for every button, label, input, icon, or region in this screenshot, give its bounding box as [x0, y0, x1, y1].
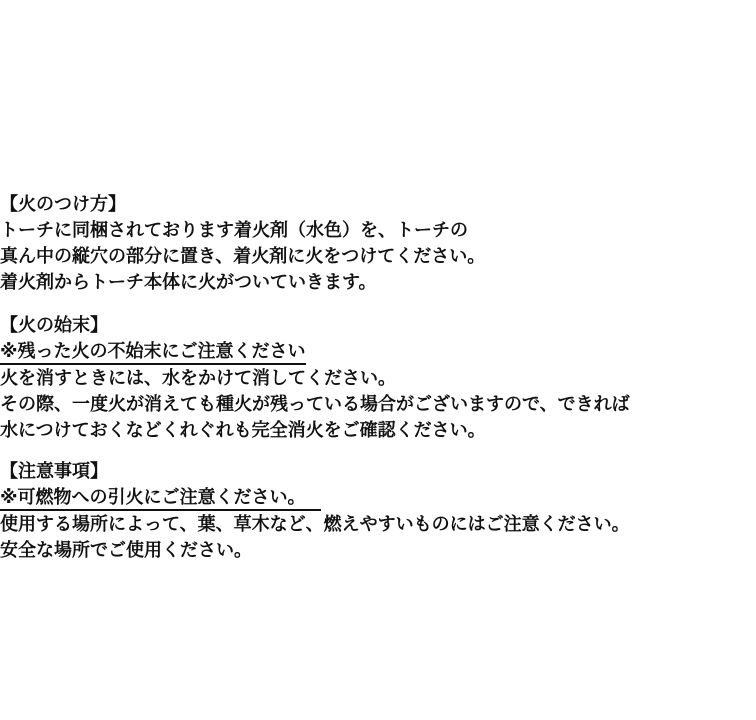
section-heading: 【火の始末】	[0, 315, 108, 335]
body-line: 着火剤からトーチ本体に火がついていきます。	[0, 272, 377, 292]
body-line: その際、一度火が消えても種火が残っている場合がございますので、できれば	[0, 394, 630, 414]
section-extinguishing	[0, 312, 756, 443]
section-heading: 【注意事項】	[0, 461, 108, 481]
underlined-warning-text: ※残った火の不始末にご注意ください	[0, 340, 306, 365]
section-how-to-light	[0, 191, 756, 295]
body-line: 安全な場所でご使用ください。	[0, 540, 252, 560]
section-heading: 【火のつけ方】	[0, 194, 126, 214]
warning-line	[0, 484, 756, 511]
underlined-warning-text: ※可燃物への引火にご注意ください。	[0, 486, 321, 511]
body-line: トーチに同梱されております着火剤（水色）を、トーチの	[0, 220, 468, 240]
body-line: 使用する場所によって、葉、草木など、燃えやすいものにはご注意ください。	[0, 514, 630, 534]
body-line: 火を消すときには、水をかけて消してください。	[0, 368, 396, 388]
body-line: 真ん中の縦穴の部分に置き、着火剤に火をつけてください。	[0, 246, 486, 266]
body-line: 水につけておくなどくれぐれも完全消火をご確認ください。	[0, 420, 486, 440]
warning-line	[0, 338, 756, 365]
section-precautions	[0, 458, 756, 563]
